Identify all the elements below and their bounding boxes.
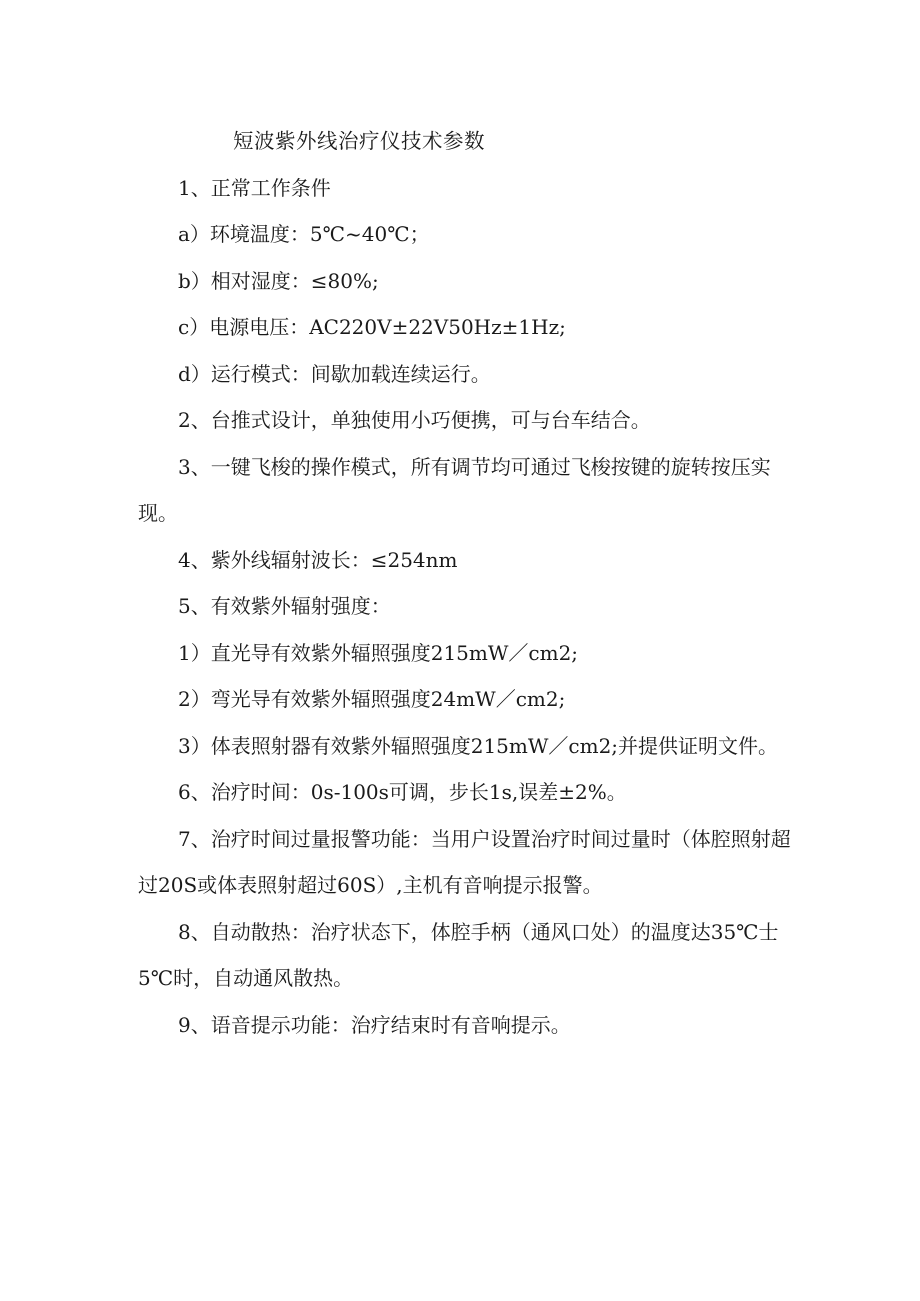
item-ambient-temperature: a）环境温度：5℃~40℃； <box>178 222 430 246</box>
section-treatment-time: 6、治疗时间：0s-100s可调，步长1s,误差±2%。 <box>178 780 627 804</box>
section-overtime-alarm: 7、治疗时间过量报警功能：当用户设置治疗时间过量时（体腔照射超过20S或体表照射超过60S）,主机有音响提示报警。 <box>138 826 791 897</box>
item-relative-humidity: b）相对湿度：≤80%; <box>178 268 379 293</box>
section-voice-prompt: 9、语音提示功能：治疗结束时有音响提示。 <box>178 1012 571 1037</box>
document-title: 短波紫外线治疗仪技术参数 <box>233 129 485 153</box>
section-uv-intensity: 5、有效紫外辐射强度： <box>178 594 391 618</box>
item-power-voltage: c）电源电压：AC220V±22V50Hz±1Hz; <box>178 315 566 339</box>
item-straight-lightguide: 1）直光导有效紫外辐照强度215mW／cm2; <box>178 640 579 665</box>
document-body <box>138 118 808 1048</box>
section-auto-cooling: 8、自动散热：治疗状态下，体腔手柄（通风口处）的温度达35℃士5℃时，自动通风散热。 <box>138 919 779 990</box>
section-shuttle-operation: 3、一键飞梭的操作模式，所有调节均可通过飞梭按键的旋转按压实现。 <box>138 454 771 525</box>
section-working-conditions: 1、正常工作条件 <box>178 175 331 200</box>
item-operating-mode: d）运行模式：间歇加载连续运行。 <box>178 361 491 386</box>
item-body-irradiator: 3）体表照射器有效紫外辐照强度215mW／cm2;并提供证明文件。 <box>178 733 779 758</box>
item-curved-lightguide: 2）弯光导有效紫外辐照强度24mW／cm2; <box>178 687 566 711</box>
section-desktop-design: 2、台推式设计，单独使用小巧便携，可与台车结合。 <box>178 408 651 432</box>
section-uv-wavelength: 4、紫外线辐射波长：≤254nm <box>178 547 458 572</box>
